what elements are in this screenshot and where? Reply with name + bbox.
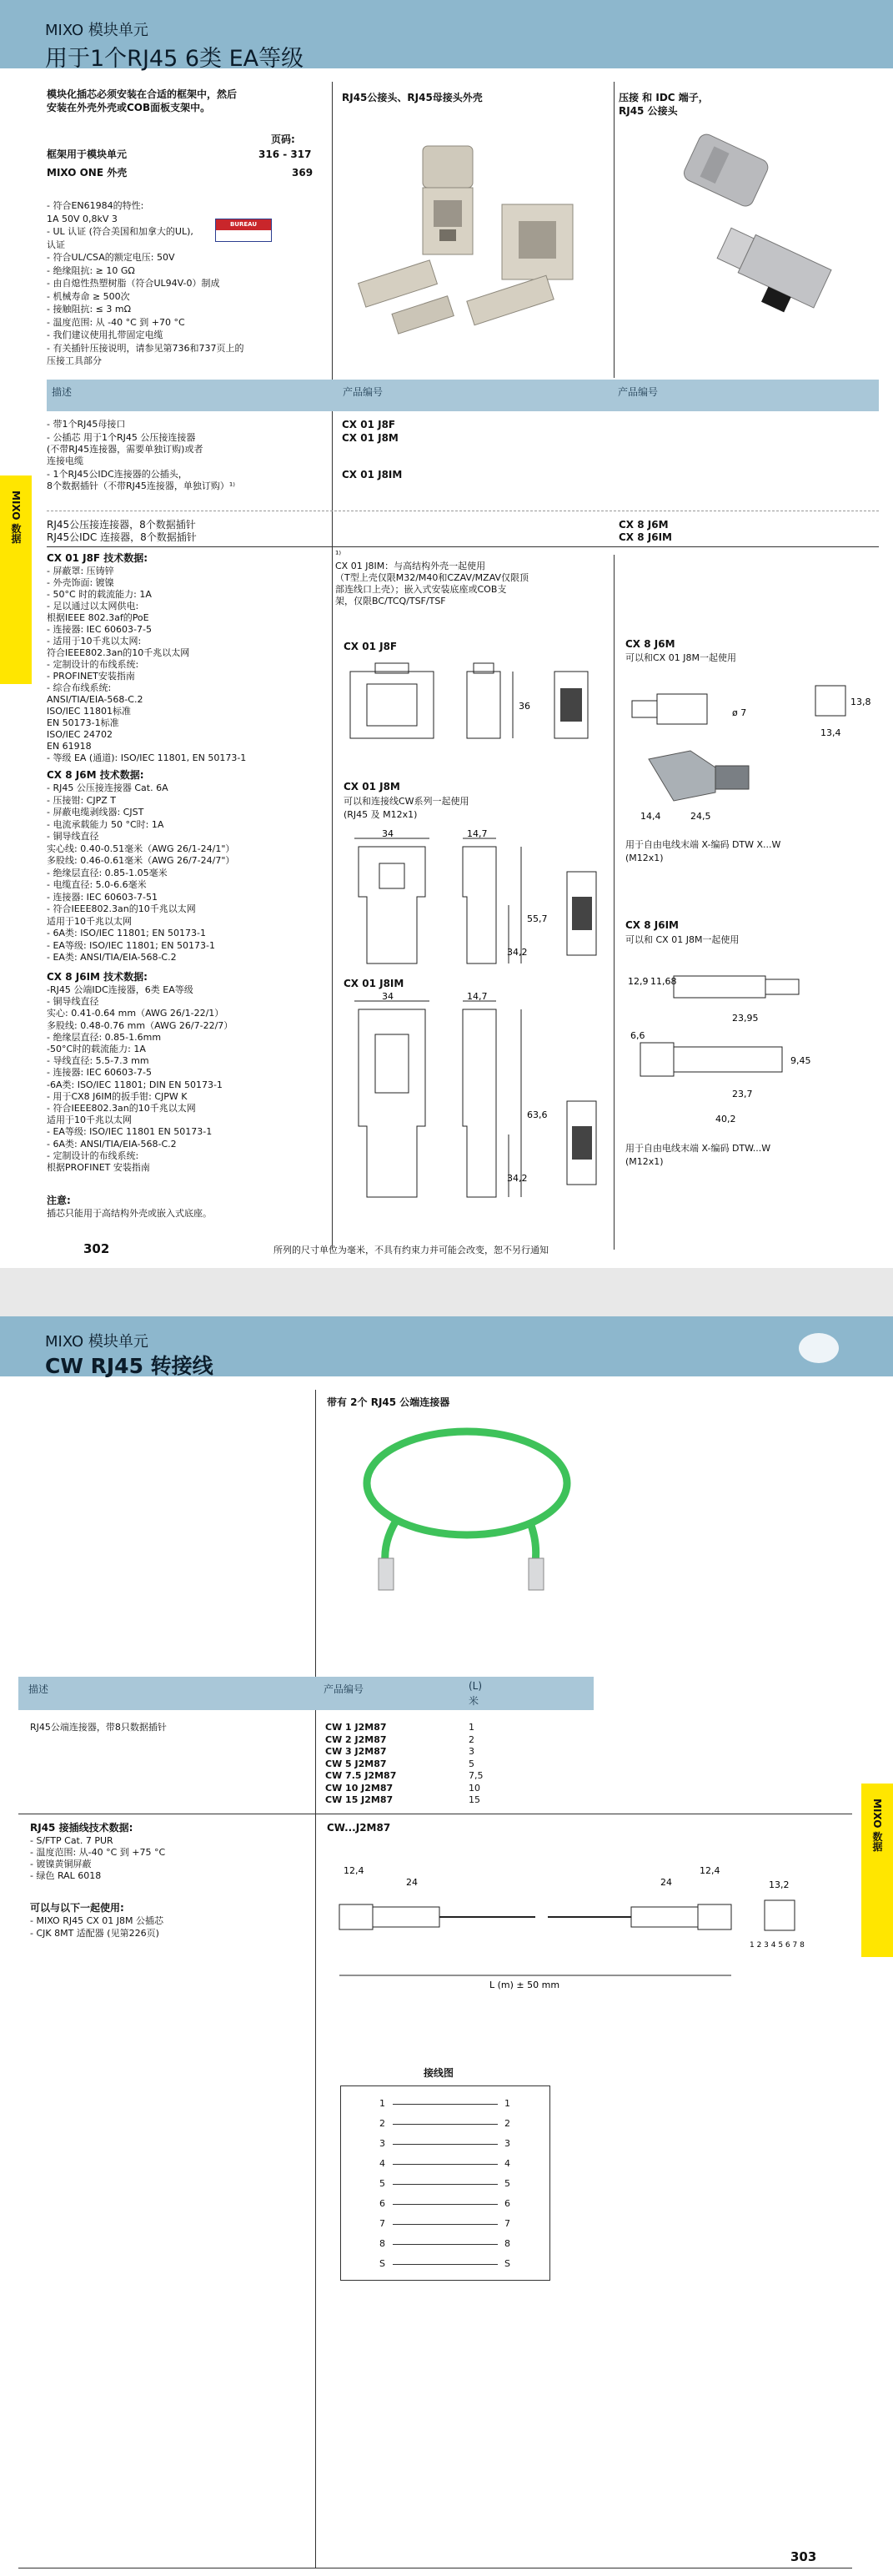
- bureau-veritas-logo: [215, 219, 272, 242]
- cable-length: 2: [469, 1733, 474, 1745]
- svg-text:13,8: 13,8: [850, 697, 871, 707]
- list-line: - 屏蔽罩: 压铸锌: [47, 566, 114, 576]
- row-code: CX 01 J8M: [342, 432, 399, 444]
- footer-note: 所列的尺寸单位为毫米，不具有约束力并可能会改变，恕不另行通知: [273, 1245, 549, 1255]
- list-line: - 接触阻抗: ≤ 3 mΩ: [47, 304, 131, 314]
- cable-code: CW 1 J2M87: [325, 1722, 387, 1733]
- wiring-line: [393, 2204, 498, 2205]
- drawing-use: 用于自由电线末端 X-编码 DTW X...W: [625, 839, 781, 850]
- svg-text:1 2 3 4 5 6 7 8: 1 2 3 4 5 6 7 8: [750, 1941, 805, 1950]
- header-desc: 描述: [52, 386, 73, 398]
- page-303: [0, 1316, 893, 2576]
- wiring-pin-right: 5: [504, 2178, 510, 2189]
- wiring-pin-left: 5: [379, 2178, 385, 2189]
- wiring-line: [393, 2144, 498, 2145]
- header-code: 产品编号: [324, 1683, 364, 1695]
- list-line: CX 01 J8IM：与高结构外壳一起使用: [335, 561, 486, 571]
- list-line: - S/FTP Cat. 7 PUR: [30, 1835, 113, 1846]
- cable-code: CW 5 J2M87: [325, 1758, 387, 1769]
- list-line: EN 50173-1标准: [47, 717, 119, 728]
- list-line: 根据IEEE 802.3af的PoE: [47, 612, 149, 623]
- list-line: 1A 50V 0,8kV 3: [47, 213, 118, 224]
- drawing-title: CX 01 J8F: [344, 641, 398, 652]
- list-line: （T型上壳仅限M32/M40和CZAV/MZAV仅限顶: [335, 572, 529, 583]
- cable-length: 1: [469, 1722, 474, 1733]
- row-desc: - 带1个RJ45母接口: [47, 419, 126, 430]
- row-desc: - 1个RJ45公IDC连接器的公插头，: [47, 469, 188, 480]
- page-header: [0, 0, 893, 72]
- list-line: - 绝缘层直径: 0.85-1.6mm: [47, 1031, 162, 1043]
- list-line: - EA等级: ISO/IEC 11801 EN 50173-1: [47, 1126, 213, 1138]
- svg-text:ø 7: ø 7: [732, 707, 747, 718]
- ilme-logo: [799, 1333, 839, 1363]
- wiring-pin-left: 3: [379, 2138, 385, 2149]
- svg-text:L (m) ± 50 mm: L (m) ± 50 mm: [489, 1980, 560, 1990]
- svg-text:24: 24: [406, 1877, 418, 1888]
- page-302: [0, 0, 893, 1268]
- page-header: [0, 1316, 893, 1376]
- svg-text:6,6: 6,6: [630, 1030, 645, 1041]
- cx8j6im-drawing: [624, 951, 874, 1143]
- cable-code: CW 3 J2M87: [325, 1746, 387, 1757]
- list-line: ISO/IEC 24702: [47, 729, 113, 740]
- list-line: - 综合布线系统:: [47, 682, 112, 693]
- drawing-note: 可以和 CX 01 J8M一起使用: [625, 934, 740, 945]
- svg-text:40,2: 40,2: [715, 1114, 736, 1124]
- table-header-band: [47, 380, 879, 411]
- drawing-title: CW...J2M87: [327, 1822, 391, 1834]
- wiring-pin-right: 3: [504, 2138, 510, 2149]
- svg-text:11,68: 11,68: [650, 976, 677, 987]
- rj45-housing-photo: [344, 113, 602, 371]
- svg-text:23,7: 23,7: [732, 1089, 753, 1099]
- row-desc: - 公插芯 用于1个RJ45 公压接连接器: [47, 432, 196, 443]
- wiring-line: [393, 2124, 498, 2125]
- list-line: - 定制设计的布线系统:: [47, 659, 139, 670]
- svg-text:12,4: 12,4: [344, 1865, 364, 1876]
- list-line: 适用于10千兆以太网: [47, 915, 132, 927]
- row-desc: RJ45公端连接器，带8只数据插针: [30, 1722, 167, 1733]
- list-line: - 导线直径: 5.5-7.3 mm: [47, 1055, 149, 1067]
- svg-text:13,2: 13,2: [769, 1879, 790, 1890]
- list-line: ¹⁾: [335, 549, 342, 560]
- wiring-diagram: [340, 2085, 550, 2281]
- row-code: CX 01 J8F: [342, 419, 396, 430]
- drawing-note: (RJ45 及 M12x1): [344, 809, 418, 820]
- row-desc: (不带RJ45连接器，需要单独订购)或者: [47, 444, 203, 455]
- list-line: - 连接器: IEC 60603-7-51: [47, 891, 158, 903]
- cable-code: CW 15 J2M87: [325, 1794, 394, 1805]
- ref-label: 框架用于模块单元: [47, 148, 128, 160]
- list-line: - 等级 EA (通道): ISO/IEC 11801, EN 50173-1: [47, 752, 247, 763]
- svg-text:13,4: 13,4: [820, 727, 841, 738]
- drawing-use: 用于自由电线末端 X-编码 DTW...W: [625, 1143, 771, 1154]
- list-line: 适用于10千兆以太网: [47, 1114, 132, 1126]
- list-line: - 符合IEEE802.3an的10千兆以太网: [47, 903, 196, 914]
- cable-length: 15: [469, 1794, 480, 1805]
- side-tab: [0, 475, 32, 684]
- list-line: - 适用于10千兆以太网:: [47, 636, 142, 647]
- cable-length: 10: [469, 1782, 480, 1794]
- list-line: 多股线: 0.48-0.76 mm（AWG 26/7-22/7）: [47, 1019, 233, 1031]
- wiring-pin-right: 1: [504, 2098, 510, 2109]
- page-title: 用于1个RJ45 6类 EA等级: [45, 46, 304, 72]
- column-divider: [315, 1390, 316, 2568]
- list-line: - 绝缘层直径: 0.85-1.05毫米: [47, 867, 168, 878]
- row-code: CX 01 J8IM: [342, 469, 403, 480]
- row-code: CX 8 J6IM: [619, 531, 672, 543]
- list-line: - 机械寿命 ≥ 500次: [47, 290, 130, 302]
- list-line: 实心线: 0.40-0.51毫米（AWG 26/1-24/1"）: [47, 843, 235, 854]
- note-text: 插芯只能用于高结构外壳或嵌入式底座。: [47, 1208, 212, 1219]
- list-line: -50°C时的载流能力: 1A: [47, 1044, 146, 1054]
- use-title: 可以与以下一起使用:: [30, 1902, 124, 1914]
- drawing-note: 可以和CX 01 J8M一起使用: [625, 652, 736, 663]
- list-line: - PROFINET安装指南: [47, 671, 135, 682]
- list-line: - 用于CX8 J6IM的扳手钳: CJPW K: [47, 1090, 188, 1102]
- list-line: - 有关插针压接说明，请参见第736和737页上的: [47, 342, 244, 354]
- list-line: - 镀镍黄铜屏蔽: [30, 1859, 92, 1869]
- svg-text:12,9: 12,9: [628, 976, 649, 987]
- list-line: EN 61918: [47, 741, 92, 752]
- list-line: - 我们建议使用扎带固定电缆: [47, 330, 163, 340]
- photo-heading: 带有 2个 RJ45 公端连接器: [327, 1396, 450, 1408]
- list-line: - EA类: ANSI/TIA/EIA-568-C.2: [47, 952, 177, 963]
- spec-title: CX 8 J6IM 技术数据:: [47, 971, 148, 983]
- drawing-note: 可以和连接线CW系列一起使用: [344, 796, 469, 807]
- ref-pages: 316 - 317: [258, 148, 312, 160]
- col3-heading: RJ45 公接头: [619, 105, 678, 117]
- list-line: 认证: [47, 239, 65, 250]
- cable-length: 5: [469, 1758, 474, 1769]
- list-line: - UL 认证 (符合美国和加拿大的UL),: [47, 226, 193, 237]
- list-line: 多股线: 0.46-0.61毫米（AWG 26/7-24/7"）: [47, 855, 235, 866]
- list-line: - 压接钳: CJPZ T: [47, 794, 116, 806]
- wiring-pin-left: 8: [379, 2238, 385, 2249]
- list-line: - 温度范围: 从 -40 °C 到 +70 °C: [47, 316, 185, 328]
- section-rule: [47, 546, 879, 547]
- intro-line: 模块化插芯必须安装在合适的框架中，然后: [47, 88, 238, 100]
- drawing-title: CX 01 J8IM: [344, 978, 404, 989]
- wiring-line: [393, 2224, 498, 2225]
- list-line: - 屏蔽电缆剥线器: CJST: [47, 807, 144, 818]
- list-line: - 符合UL/CSA的额定电压: 50V: [47, 252, 175, 263]
- drawing-title: CX 01 J8M: [344, 781, 400, 792]
- list-line: - 绝缘阻抗: ≥ 10 GΩ: [47, 264, 135, 276]
- header-code: 产品编号: [343, 386, 384, 398]
- list-line: - 符合EN61984的特性:: [47, 200, 144, 211]
- list-line: - 6A类: ISO/IEC 11801; EN 50173-1: [47, 928, 206, 938]
- wiring-pin-left: 4: [379, 2158, 385, 2169]
- drawing-use: (M12x1): [625, 1156, 664, 1167]
- list-line: - 定制设计的布线系统:: [47, 1150, 139, 1161]
- wiring-line: [393, 2104, 498, 2105]
- cable-dimension-drawing: [327, 1850, 844, 1992]
- drawing-title: CX 8 J6IM: [625, 919, 679, 931]
- cable-length: 7,5: [469, 1770, 484, 1781]
- cx01j8im-drawing: [342, 993, 609, 1210]
- cable-length: 3: [469, 1746, 474, 1757]
- header-len: (L): [469, 1680, 483, 1692]
- row-desc: 8个数据插针（不带RJ45连接器，单独订购）¹⁾: [47, 480, 235, 491]
- list-line: -RJ45 公端IDC连接器，6类 EA等级: [47, 984, 193, 995]
- page-gap: [0, 1268, 893, 1316]
- page-number: 303: [790, 2549, 817, 2564]
- list-line: - 铜导线直径: [47, 996, 99, 1008]
- page-title: CW RJ45 转接线: [45, 1354, 213, 1378]
- list-line: 符合IEEE802.3an的10千兆以太网: [47, 647, 190, 658]
- list-line: - 绿色 RAL 6018: [30, 1870, 102, 1881]
- svg-text:34,2: 34,2: [507, 947, 528, 958]
- ref-label: MIXO ONE 外壳: [47, 167, 128, 179]
- header-code: 产品编号: [618, 386, 659, 398]
- wiring-pin-left: 6: [379, 2198, 385, 2209]
- logo-text: BUREAU VERITAS: [216, 219, 271, 230]
- cx01j8m-drawing: [342, 830, 609, 972]
- list-line: -6A类: ISO/IEC 11801; DIN EN 50173-1: [47, 1079, 223, 1090]
- dim-label: 36: [519, 701, 530, 712]
- note-title: 注意:: [47, 1195, 71, 1206]
- wiring-line: [393, 2164, 498, 2165]
- list-line: - RJ45 公压接连接器 Cat. 6A: [47, 782, 168, 793]
- column-divider: [614, 555, 615, 1250]
- wiring-pin-left: 2: [379, 2118, 385, 2129]
- column-divider: [614, 82, 615, 378]
- list-line: ANSI/TIA/EIA-568-C.2: [47, 694, 143, 705]
- wiring-pin-right: S: [504, 2258, 510, 2269]
- list-line: - 足以通过以太网供电:: [47, 601, 139, 611]
- wiring-pin-right: 4: [504, 2158, 510, 2169]
- cable-code: CW 10 J2M87: [325, 1782, 394, 1794]
- drawing-use: (M12x1): [625, 853, 664, 863]
- cx8j6m-drawing: [624, 667, 874, 826]
- svg-text:55,7: 55,7: [527, 913, 548, 924]
- rj45-female-insert-image: [423, 146, 473, 254]
- header-len-unit: 米: [469, 1695, 479, 1707]
- wiring-pin-left: 1: [379, 2098, 385, 2109]
- row-code: CX 8 J6M: [619, 519, 669, 531]
- list-line: 部连线口上壳）；嵌入式安装底座或COB支: [335, 584, 507, 595]
- green-patch-cable-photo: [350, 1416, 584, 1600]
- list-line: - 符合IEEE802.3an的10千兆以太网: [47, 1103, 196, 1114]
- svg-text:63,6: 63,6: [527, 1109, 548, 1120]
- list-line: 压接工具部分: [47, 355, 102, 366]
- rj45-male-plug-photo: [625, 121, 875, 371]
- list-line: - 铜导线直径: [47, 831, 99, 842]
- page-number: 302: [83, 1241, 110, 1256]
- svg-text:9,45: 9,45: [790, 1055, 811, 1066]
- svg-text:34,2: 34,2: [507, 1173, 528, 1184]
- cx01j8f-drawing: [342, 659, 609, 751]
- svg-text:24,5: 24,5: [690, 811, 711, 822]
- wiring-pin-left: S: [379, 2258, 385, 2269]
- series-label: MIXO 模块单元: [45, 1333, 148, 1351]
- list-line: - 温度范围: 从-40 °C 到 +75 °C: [30, 1847, 166, 1858]
- list-line: - 电缆直径: 5.0-6.6毫米: [47, 879, 147, 890]
- spec-title: RJ45 接插线技术数据:: [30, 1822, 133, 1834]
- table-header-band: [18, 1677, 594, 1710]
- wiring-pin-right: 2: [504, 2118, 510, 2129]
- list-line: ISO/IEC 11801标准: [47, 706, 131, 717]
- list-line: 实心: 0.41-0.64 mm（AWG 26/1-22/1）: [47, 1008, 224, 1019]
- list-line: 根据PROFINET 安装指南: [47, 1162, 150, 1173]
- wiring-line: [393, 2184, 498, 2185]
- cable-code: CW 2 J2M87: [325, 1733, 387, 1745]
- svg-text:12,4: 12,4: [700, 1865, 720, 1876]
- column-divider: [332, 82, 333, 1250]
- list-line: - 50°C 时的载流能力: 1A: [47, 589, 152, 600]
- list-line: - 外壳饰面: 镀镍: [47, 577, 114, 588]
- drawing-title: CX 8 J6M: [625, 638, 675, 650]
- wiring-line: [393, 2264, 498, 2265]
- list-line: - EA等级: ISO/IEC 11801; EN 50173-1: [47, 939, 215, 951]
- wiring-pin-left: 7: [379, 2218, 385, 2229]
- side-tab-label: MIXO 数据: [871, 1799, 883, 1852]
- row-desc: RJ45公IDC 连接器，8个数据插针: [47, 531, 197, 543]
- list-line: - 6A类: ANSI/TIA/EIA-568-C.2: [47, 1138, 177, 1150]
- cable-code: CW 7.5 J2M87: [325, 1770, 397, 1781]
- list-line: 架，仅限BC/TCQ/TSF/TSF: [335, 596, 446, 606]
- intro-line: 安装在外壳外壳或COB面板支架中。: [47, 102, 211, 113]
- svg-text:14,7: 14,7: [467, 993, 488, 1002]
- svg-text:14,4: 14,4: [640, 811, 661, 822]
- pages-label: 页码:: [271, 133, 295, 145]
- wiring-pin-right: 8: [504, 2238, 510, 2249]
- wiring-pin-right: 7: [504, 2218, 510, 2229]
- list-line: - MIXO RJ45 CX 01 J8M 公插芯: [30, 1915, 164, 1926]
- col3-heading: 压接 和 IDC 端子，: [619, 92, 709, 103]
- side-tab: [861, 1784, 893, 1957]
- side-tab-label: MIXO 数据: [10, 491, 22, 544]
- header-desc: 描述: [28, 1683, 49, 1695]
- row-desc: RJ45公压接连接器，8个数据插针: [47, 519, 196, 531]
- list-line: - 电流承载能力 50 °C时: 1A: [47, 818, 164, 830]
- wiring-title: 接线图: [424, 2067, 454, 2079]
- svg-text:34: 34: [382, 993, 394, 1002]
- list-line: - 连接器: IEC 60603-7-5: [47, 1067, 152, 1079]
- list-line: - 连接器: IEC 60603-7-5: [47, 624, 152, 635]
- svg-text:34: 34: [382, 830, 394, 839]
- svg-text:24: 24: [660, 1877, 672, 1888]
- spec-title: CX 8 J6M 技术数据:: [47, 769, 144, 781]
- wiring-line: [393, 2244, 498, 2245]
- spec-title: CX 01 J8F 技术数据:: [47, 552, 148, 564]
- wiring-pin-right: 6: [504, 2198, 510, 2209]
- ref-pages: 369: [292, 167, 314, 179]
- series-label: MIXO 模块单元: [45, 22, 148, 39]
- list-line: - 由自熄性热塑树脂（符合UL94V-0）制成: [47, 278, 220, 289]
- row-desc: 连接电缆: [47, 455, 83, 466]
- svg-text:23,95: 23,95: [732, 1013, 759, 1024]
- svg-text:14,7: 14,7: [467, 830, 488, 839]
- list-line: - CJK 8MT 适配器 (见第226页): [30, 1928, 159, 1939]
- col2-heading: RJ45公接头、RJ45母接头外壳: [342, 92, 483, 103]
